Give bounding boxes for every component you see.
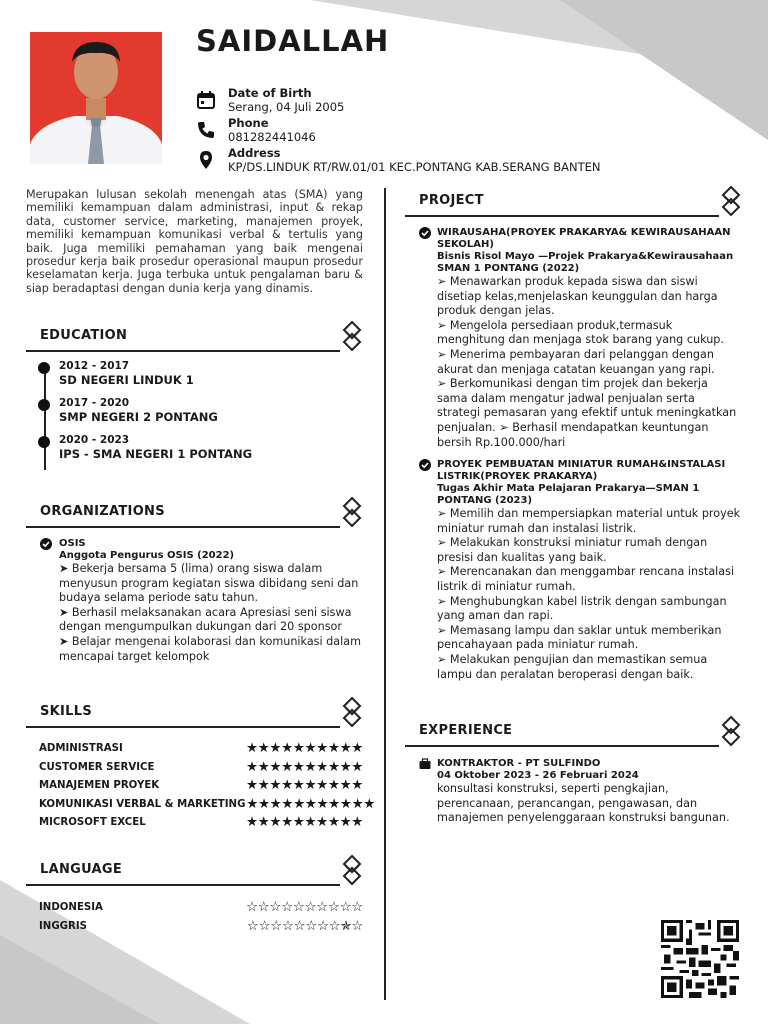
ornament-icon xyxy=(26,696,366,730)
dob-value: Serang, 04 Juli 2005 xyxy=(228,100,345,114)
timeline-dot xyxy=(38,436,50,448)
check-circle-icon xyxy=(419,227,431,239)
project-description: ➢ Memilih dan mempersiapkan material untuk proyek miniatur rumah dan instalasi listrik. ➢ Melakukan konstruksi miniatur rumah dengan presisi dan kualitas yang baik. ➢ Merencanakan dan menggambar rencana instalasi listrik di miniatur rumah. ➢ Menghubungkan kabel listrik dengan sambungan yang aman dan rapi. ➢ Memasang lampu dan saklar untuk memberikan pencahayaan pada miniatur rumah. ➢ Melakukan pengujian dan memastikan semua lampu dan peralatan beroperasi dengan baik. xyxy=(437,507,741,681)
project-item xyxy=(419,459,741,682)
phone-value: 081282441046 xyxy=(228,130,316,144)
project-header xyxy=(405,185,745,219)
qr-code-icon xyxy=(660,920,740,998)
star-rating-icon: ★★★★★★★★★★ xyxy=(245,814,363,830)
ornament-icon xyxy=(26,496,366,530)
phone-label: Phone xyxy=(228,116,269,130)
organization-role: Anggota Pengurus OSIS (2022) xyxy=(59,550,235,561)
skills-title: SKILLS xyxy=(40,704,93,719)
education-school: SD NEGERI LINDUK 1 xyxy=(59,373,194,387)
star-rating-icon: ★★★★★★★★★★★ xyxy=(246,795,375,812)
skill-row xyxy=(39,814,375,836)
calendar-icon xyxy=(196,90,216,110)
experience-description: konsultasi konstruksi, seperti pengkajian, perencanaan, perancangan, pengawasan, dan manajemen penyelenggaraan konstruksi bangunan. xyxy=(437,782,730,825)
education-header xyxy=(26,320,366,354)
project-subtitle: Tugas Akhir Mata Pelajaran Prakarya—SMAN 1 PONTANG (2023) xyxy=(437,483,700,506)
ornament-icon xyxy=(405,715,745,749)
organization-point: ➤ Bekerja bersama 5 (lima) orang siswa dalam menyusun program kegiatan siswa dibidang seni dan budaya selama periode satu tahun. xyxy=(59,562,359,605)
project-description: ➢ Menawarkan produk kepada siswa dan siswi disetiap kelas,menjelaskan keunggulan dan harga produk dengan jelas. ➢ Mengelola persediaan produk,termasuk menghitung dan menjaga stok barang yang cukup. ➢ Menerima pembayaran dari pelanggan dengan akurat dan menjaga catatan keuangan yang rapi. ➢ Berkomunikasi dengan tim projek dan bekerja sama dalam mengatur jadwal penjualan serta strategi pemasaran yang efektif untuk meningkatkan penjualan. ➢ Berhasil mendapatkan keuntungan bersih Rp.100.000/hari xyxy=(437,275,737,449)
ornament-icon xyxy=(405,185,745,219)
project-title: PROJECT xyxy=(419,193,484,208)
education-list xyxy=(38,360,358,471)
location-pin-icon xyxy=(196,150,216,170)
experience-item xyxy=(419,758,741,826)
skill-name: MICROSOFT EXCEL xyxy=(39,817,146,828)
project-name: WIRAUSAHA(PROYEK PRAKARYA& KEWIRAUSAHAAN SEKOLAH) xyxy=(437,227,731,250)
experience-header xyxy=(405,715,745,749)
contact-row-phone xyxy=(196,116,756,145)
address-label: Address xyxy=(228,146,281,160)
briefcase-icon xyxy=(419,758,431,770)
profile-photo xyxy=(30,32,162,164)
check-circle-icon xyxy=(40,538,52,550)
education-years: 2012 - 2017 xyxy=(59,360,130,372)
education-school: SMP NEGERI 2 PONTANG xyxy=(59,410,218,424)
star-rating-icon: ☆☆☆☆☆☆☆☆✯☆ xyxy=(246,917,363,934)
skill-name: MANAJEMEN PROYEK xyxy=(39,780,160,791)
education-years: 2020 - 2023 xyxy=(59,434,130,446)
star-rating-icon: ☆☆☆☆☆☆☆☆☆☆ xyxy=(245,899,363,915)
ornament-icon xyxy=(26,320,366,354)
language-name: INGGRIS xyxy=(39,920,88,932)
organization-item xyxy=(40,538,362,664)
skills-header xyxy=(26,696,366,730)
timeline-dot xyxy=(38,399,50,411)
organization-point: ➤ Berhasil melaksanakan acara Apresiasi seni siswa dengan mengumpulkan dukungan dari 20 sponsor xyxy=(59,605,352,634)
dob-label: Date of Birth xyxy=(228,86,312,100)
project-subtitle: Bisnis Risol Mayo —Projek Prakarya&Kewirausahaan SMAN 1 PONTANG (2022) xyxy=(437,251,734,274)
language-list xyxy=(39,899,363,939)
contact-row-dob xyxy=(196,86,756,115)
organization-name: OSIS xyxy=(59,538,86,549)
education-school: IPS - SMA NEGERI 1 PONTANG xyxy=(59,447,253,461)
language-name: INDONESIA xyxy=(39,902,103,913)
project-item xyxy=(419,227,741,450)
skill-name: CUSTOMER SERVICE xyxy=(39,761,155,773)
contact-row-address xyxy=(196,146,756,175)
phone-icon xyxy=(196,120,216,140)
organizations-header xyxy=(26,496,366,530)
column-divider xyxy=(384,188,386,1000)
education-title: EDUCATION xyxy=(40,328,128,343)
experience-name: KONTRAKTOR - PT SULFINDO xyxy=(437,758,601,769)
ornament-icon xyxy=(26,854,366,888)
language-title: LANGUAGE xyxy=(40,862,123,877)
skills-list xyxy=(39,740,375,836)
project-name: PROYEK PEMBUATAN MINIATUR RUMAH&INSTALASI LISTRIK(PROYEK PRAKARYA) xyxy=(437,459,726,482)
full-name: SAIDALLAH xyxy=(196,24,390,58)
star-rating-icon: ★★★★★★★★★★ xyxy=(245,740,363,756)
experience-dates: 04 Oktober 2023 - 26 Februari 2024 xyxy=(437,770,639,781)
profile-summary: Merupakan lulusan sekolah menengah atas (SMA) yang memiliki kemampuan dalam administrasi, input & rekap data, customer service, marketing, manajemen proyek, memiliki kemampuan komunikasi verbal & tertulis yang baik. Juga memiliki pemahaman yang baik mengenai prosedur kerja baik prosedur operasional maupun prosedur keselamatan kerja. Juga terbuka untuk pengalaman baru & siap beradaptasi dengan dunia kerja yang dinamis. xyxy=(26,188,363,295)
education-item xyxy=(38,397,358,434)
star-rating-icon: ★★★★★★★★★★ xyxy=(245,777,363,793)
organizations-title: ORGANIZATIONS xyxy=(40,504,165,519)
experience-title: EXPERIENCE xyxy=(419,723,513,738)
language-header xyxy=(26,854,366,888)
education-item xyxy=(38,434,358,471)
organization-point: ➤ Belajar mengenai kolaborasi dan komunikasi dalam mencapai target kelompok xyxy=(59,634,361,663)
skill-name: KOMUNIKASI VERBAL & MARKETING xyxy=(39,798,246,810)
address-value: KP/DS.LINDUK RT/RW.01/01 KEC.PONTANG KAB.SERANG BANTEN xyxy=(228,160,601,174)
timeline-dot xyxy=(38,362,50,374)
education-item xyxy=(38,360,358,397)
education-years: 2017 - 2020 xyxy=(59,397,130,409)
contact-block xyxy=(196,86,756,176)
language-row xyxy=(39,917,363,940)
star-rating-icon: ★★★★★★★★★★ xyxy=(245,758,363,775)
skill-name: ADMINISTRASI xyxy=(39,743,123,754)
check-circle-icon xyxy=(419,459,431,471)
